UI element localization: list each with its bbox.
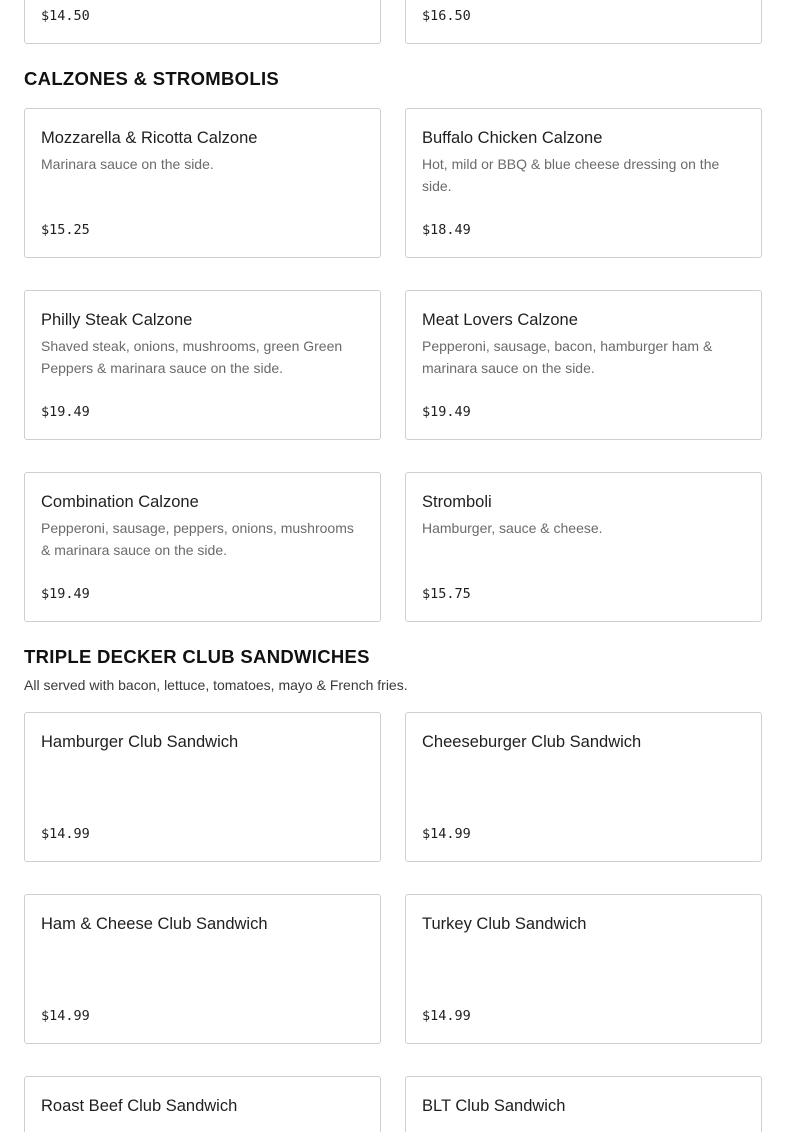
item-description: Hamburger, sauce & cheese. [422, 520, 603, 536]
item-name: Stromboli [422, 493, 492, 511]
item-name: Roast Beef Club Sandwich [41, 1097, 238, 1115]
item-name: Combination Calzone [41, 493, 199, 511]
menu-item-card[interactable] [24, 894, 381, 1044]
item-name: Mozzarella & Ricotta Calzone [41, 129, 258, 147]
item-price: $14.50 [41, 8, 90, 24]
item-name: Meat Lovers Calzone [422, 311, 578, 329]
item-price: $19.49 [41, 404, 90, 420]
item-name: Philly Steak Calzone [41, 311, 193, 329]
item-name: BLT Club Sandwich [422, 1097, 566, 1115]
item-price: $14.99 [422, 826, 471, 842]
item-price: $15.25 [41, 222, 90, 238]
menu-item-card[interactable] [24, 1076, 381, 1132]
item-price: $18.49 [422, 222, 471, 238]
menu-item-card[interactable] [24, 472, 381, 622]
item-description: Shaved steak, onions, mushrooms, green Green Peppers & marinara sauce on the side. [41, 338, 343, 376]
section-title-calzones: CALZONES & STROMBOLIS [24, 68, 280, 89]
menu-item-card[interactable] [405, 712, 762, 862]
item-name: Buffalo Chicken Calzone [422, 129, 603, 147]
item-price: $15.75 [422, 586, 471, 602]
menu-item-card[interactable] [405, 472, 762, 622]
item-price: $14.99 [41, 826, 90, 842]
item-description: Pepperoni, sausage, peppers, onions, mushrooms & marinara sauce on the side. [41, 520, 354, 558]
item-description: Hot, mild or BBQ & blue cheese dressing on the side. [422, 156, 720, 194]
item-price: $14.99 [422, 1008, 471, 1024]
menu-item-card[interactable] [24, 108, 381, 258]
menu-item-card[interactable] [405, 0, 762, 44]
item-price: $14.99 [41, 1008, 90, 1024]
item-name: Ham & Cheese Club Sandwich [41, 915, 268, 933]
item-name: Hamburger Club Sandwich [41, 733, 239, 751]
item-price: $16.50 [422, 8, 471, 24]
menu-item-card[interactable] [24, 0, 381, 44]
section-note: All served with bacon, lettuce, tomatoes, mayo & French fries. [24, 677, 408, 693]
menu-item-card[interactable] [24, 290, 381, 440]
item-name: Turkey Club Sandwich [422, 915, 587, 933]
item-name: Cheeseburger Club Sandwich [422, 733, 642, 751]
item-price: $19.49 [41, 586, 90, 602]
menu-item-card[interactable] [405, 1076, 762, 1132]
menu-item-card[interactable] [405, 894, 762, 1044]
menu-item-card[interactable] [405, 108, 762, 258]
item-description: Marinara sauce on the side. [41, 156, 214, 172]
menu-item-card[interactable] [405, 290, 762, 440]
section-title-club-sandwiches: TRIPLE DECKER CLUB SANDWICHES [24, 646, 370, 667]
menu-item-card[interactable] [24, 712, 381, 862]
item-price: $19.49 [422, 404, 471, 420]
item-description: Pepperoni, sausage, bacon, hamburger ham & marinara sauce on the side. [422, 338, 713, 376]
